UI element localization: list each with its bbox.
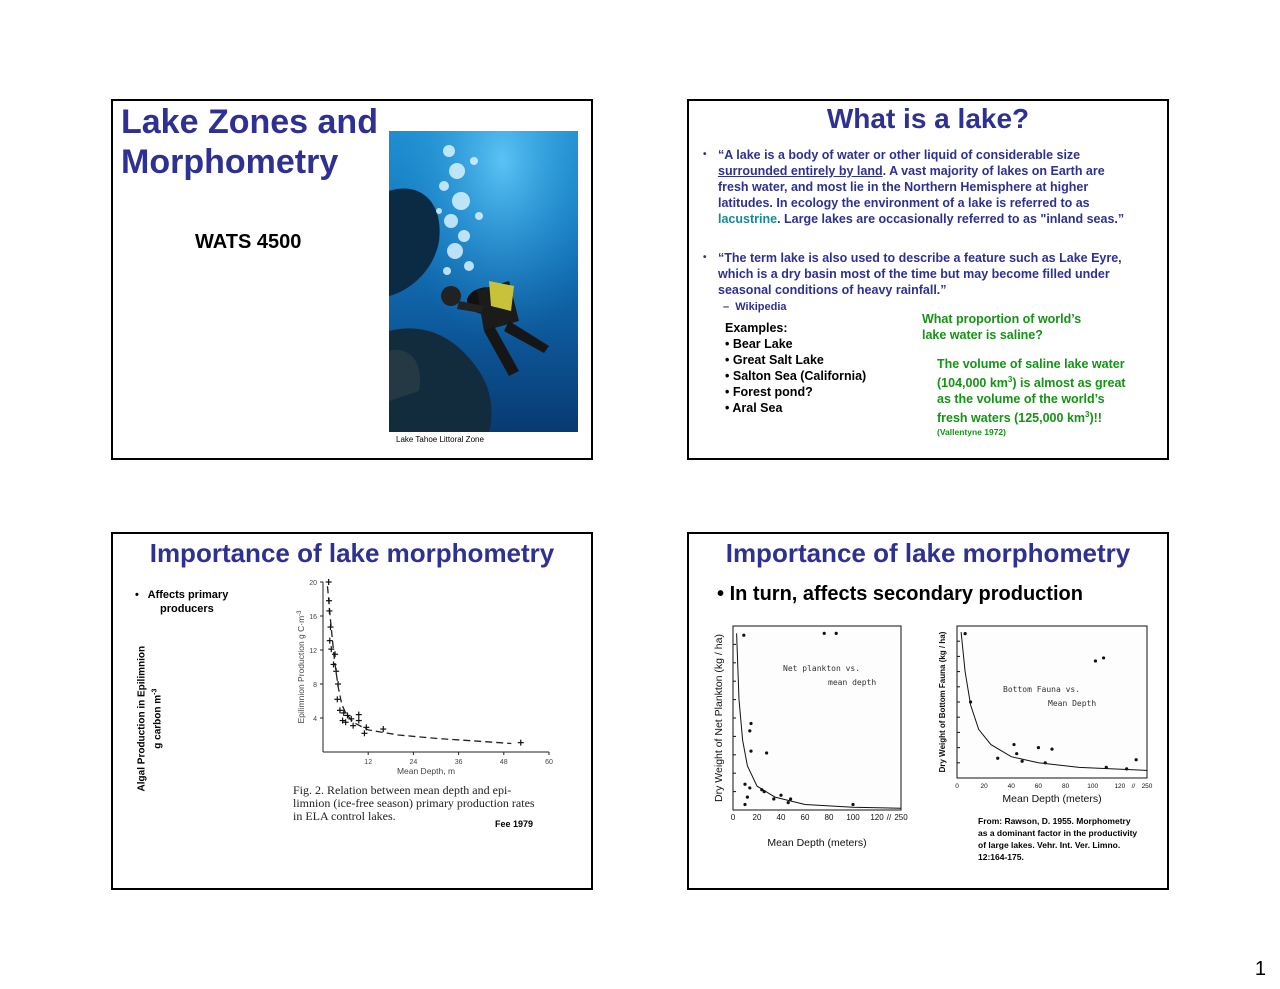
plankton-data-point [763, 790, 766, 793]
epi-y-tick-label: 8 [313, 682, 317, 689]
fauna-data-point [1015, 752, 1018, 755]
eyre-line1: “The term lake is also used to describe a feature such as Lake Eyre, [718, 251, 1122, 265]
plankton-x-tick-label: 20 [752, 813, 762, 822]
bullet-dot: • [717, 583, 725, 605]
figure-caption [293, 784, 535, 823]
fauna-data-point [1105, 766, 1108, 769]
epi-x-tick-label: 48 [499, 759, 508, 766]
source-text: Wikipedia [735, 301, 787, 313]
slide3-title: Importance of lake morphometry [149, 538, 555, 568]
slide-lake-zones [111, 99, 593, 460]
fauna-x-tick-label: 0 [955, 783, 959, 790]
answer-line4: fresh waters (125,000 $km^3$)!! [937, 410, 1102, 426]
plankton-data-point [835, 632, 838, 635]
plankton-data-point [748, 786, 751, 789]
source-wikipedia [723, 301, 787, 313]
fauna-x-axis-label: Mean Depth (meters) [1002, 793, 1102, 805]
epi-data-point [518, 740, 524, 746]
plankton-data-point [746, 796, 749, 799]
primary-producers-bullet: • Affects primary producers [135, 589, 229, 615]
fauna-data-point [1021, 760, 1024, 763]
algal-production-axis-label [125, 634, 175, 794]
plankton-x-tick-label: 120 [870, 813, 884, 822]
plankton-x-tick-label: 80 [824, 813, 834, 822]
slide2-title: What is a lake? [826, 103, 1030, 134]
bottom-fauna-chart [935, 620, 1160, 805]
fauna-x-tick-label: // [1131, 783, 1136, 790]
fauna-data-point [964, 632, 967, 635]
ref-line4: 12:164-175. [978, 852, 1024, 862]
example-item: • Forest pond? [725, 385, 813, 399]
epi-x-tick-label: 36 [454, 759, 463, 766]
saline-answer [937, 356, 1126, 438]
fauna-data-point [1012, 743, 1015, 746]
definition-line2: . A vast majority of lakes on Earth are [882, 164, 1105, 178]
answer-line2: (104,000 $km^3$) is almost as great [937, 375, 1126, 391]
epi-x-tick-label: 12 [364, 759, 373, 766]
slide-what-is-a-lake [687, 99, 1169, 460]
diver-photo [389, 131, 578, 432]
ref-line2: as a dominant factor in the productivity [978, 828, 1138, 838]
algal-label-line1: Algal Production in Epilimnion [136, 645, 148, 792]
source-dash: – [723, 301, 730, 313]
epi-data-point [327, 638, 333, 644]
course-code: WATS 4500 [195, 231, 302, 253]
answer-line3: as the volume of the world’s [937, 392, 1105, 407]
surrounded-by-land-link[interactable]: surrounded entirely by land [718, 164, 883, 178]
plankton-inner-title-line1: Net plankton vs. [783, 664, 861, 673]
epilimnion-production-chart [291, 570, 561, 776]
plankton-x-tick-label: // [886, 813, 892, 822]
secondary-bullet-text: In turn, affects secondary production [729, 583, 1083, 605]
question-line2: lake water is saline? [922, 328, 1043, 342]
plankton-data-point [789, 797, 792, 800]
citation: (Vallentyne 1972) [937, 427, 1006, 438]
fauna-x-tick-label: 120 [1114, 783, 1126, 790]
example-item: • Aral Sea [725, 401, 783, 415]
plankton-data-point [823, 632, 826, 635]
fauna-y-axis-label: Dry Weight of Bottom Fauna (kg / ha) [938, 631, 947, 773]
example-item: • Bear Lake [725, 337, 793, 351]
ref-line3: of large lakes. Vehr. Int. Ver. Limno. [978, 840, 1121, 850]
lake-eyre-bullet [703, 250, 1163, 298]
epi-data-point [350, 723, 356, 729]
plankton-y-axis-label: Dry Weight of Net Plankton (kg / ha) [713, 634, 725, 802]
epi-data-point [332, 651, 338, 657]
fauna-x-tick-label: 250 [1141, 783, 1153, 790]
epi-data-point [326, 598, 332, 604]
answer-line1: The volume of saline lake water [937, 357, 1125, 371]
fauna-data-point [1050, 748, 1053, 751]
plankton-data-point [743, 803, 746, 806]
example-item: • Great Salt Lake [725, 353, 824, 367]
eyre-line2: which is a dry basin most of the time but may become filled under [718, 267, 1110, 281]
epi-data-point [361, 730, 367, 736]
epi-y-tick-label: 20 [309, 580, 317, 587]
fauna-inner-title-line1: Bottom Fauna vs. [1003, 685, 1081, 694]
epi-data-point [334, 696, 340, 702]
fauna-x-tick-label: 20 [980, 783, 988, 790]
fauna-data-point [996, 757, 999, 760]
net-plankton-chart [711, 620, 936, 850]
fauna-data-point [1094, 659, 1097, 662]
plankton-data-point [742, 634, 745, 637]
definition-line1: “A lake is a body of water or other liquid of considerable size [718, 148, 1081, 162]
fee-credit: Fee 1979 [495, 819, 534, 829]
slide4-title: Importance of lake morphometry [725, 538, 1131, 568]
epi-y-tick-label: 16 [309, 614, 317, 621]
page-number: 1 [1254, 958, 1266, 980]
slide1-title-line2: Morphometry [121, 143, 339, 181]
plankton-x-tick-label: 100 [846, 813, 860, 822]
epi-data-point [335, 681, 341, 687]
epi-data-point [380, 726, 386, 732]
plankton-x-tick-label: 40 [776, 813, 786, 822]
epi-data-point [326, 608, 332, 614]
lacustrine-term: lacustrine [718, 212, 778, 226]
plankton-data-point [749, 722, 752, 725]
plankton-x-tick-label: 0 [730, 813, 736, 822]
ref-line1: From: Rawson, D. 1955. Morphometry [978, 816, 1131, 826]
epi-data-point [333, 668, 339, 674]
rawson-reference [978, 815, 1137, 863]
plankton-frame [733, 626, 901, 810]
examples-list [725, 336, 866, 416]
plankton-data-point [851, 803, 854, 806]
fauna-data-point [1125, 767, 1128, 770]
example-item: • Salton Sea (California) [725, 369, 867, 383]
bullet-dot: • [703, 252, 707, 263]
bullet-line1: Affects primary [147, 589, 229, 601]
epi-y-axis-label-sup: -3 [297, 610, 303, 616]
definition-line3: fresh water, and most lie in the Northern Hemisphere at higher [718, 180, 1089, 194]
epi-x-axis-label: Mean Depth, m [396, 766, 456, 776]
definition-bullet [703, 147, 1163, 227]
epi-y-tick-label: 4 [313, 716, 317, 723]
epi-data-point [356, 718, 362, 724]
epi-y-axis-label: Epilimnion Production g $C\cdot m^{-3}$ [296, 610, 306, 724]
eyre-line3: seasonal conditions of heavy rainfall.” [718, 283, 947, 297]
fauna-x-tick-label: 60 [1034, 783, 1043, 790]
epi-data-point [328, 624, 334, 630]
plankton-data-point [748, 729, 751, 732]
plankton-x-tick-label: 60 [800, 813, 810, 822]
examples-block [725, 320, 866, 416]
slide1-title-line1: Lake Zones and [121, 103, 378, 141]
plankton-data-point [779, 794, 782, 797]
examples-heading: Examples: [725, 321, 788, 335]
fig-caption-line2: limnion (ice-free season) primary production rates [293, 796, 535, 810]
photo-caption: Lake Tahoe Littoral Zone [396, 435, 484, 444]
epi-x-tick-label: 60 [545, 759, 553, 766]
diver-photo-art [389, 131, 578, 432]
fauna-data-point [1135, 758, 1138, 761]
fauna-data-point [969, 700, 972, 703]
plankton-data-point [772, 797, 775, 800]
fauna-inner-title-line2: Mean Depth [1048, 699, 1097, 708]
epi-y-tick-label: 12 [309, 648, 317, 655]
epi-fit-curve [328, 586, 512, 743]
secondary-production-bullet [717, 583, 1083, 606]
slide-morphometry-primary [111, 532, 593, 890]
bullet-line2: producers [160, 603, 214, 615]
fauna-x-tick-label: 100 [1087, 783, 1099, 790]
bullet-dot: • [703, 149, 707, 160]
plankton-data-point [765, 751, 768, 754]
saline-question [922, 311, 1081, 343]
definition-line5: . Large lakes are occasionally referred to as "inland seas.” [777, 212, 1125, 226]
definition-line4: latitudes. In ecology the environment of a lake is referred to as [718, 196, 1090, 210]
question-line1: What proportion of world’s [922, 312, 1082, 326]
fig-caption-line3: in ELA control lakes. [293, 809, 396, 823]
plankton-inner-title-line2: mean depth [828, 678, 877, 687]
plankton-x-tick-label: 250 [894, 813, 908, 822]
slide-morphometry-secondary [687, 532, 1169, 890]
fauna-data-point [1037, 746, 1040, 749]
fauna-x-tick-label: 40 [1007, 783, 1015, 790]
fig-caption-line1: Fig. 2. Relation between mean depth and epi- [293, 783, 512, 797]
plankton-data-point [787, 801, 790, 804]
epi-x-tick-label: 24 [409, 759, 418, 766]
fauna-data-point [1102, 656, 1105, 659]
plankton-data-point [743, 783, 746, 786]
plankton-x-axis-label: Mean Depth (meters) [767, 837, 867, 849]
epi-data-point [356, 712, 362, 718]
plankton-data-point [749, 750, 752, 753]
fauna-data-point [1044, 761, 1047, 764]
fauna-x-tick-label: 80 [1061, 783, 1070, 790]
epi-data-point [326, 579, 332, 585]
algal-label-line2: g carbon $m^{-3}$ [151, 688, 164, 749]
